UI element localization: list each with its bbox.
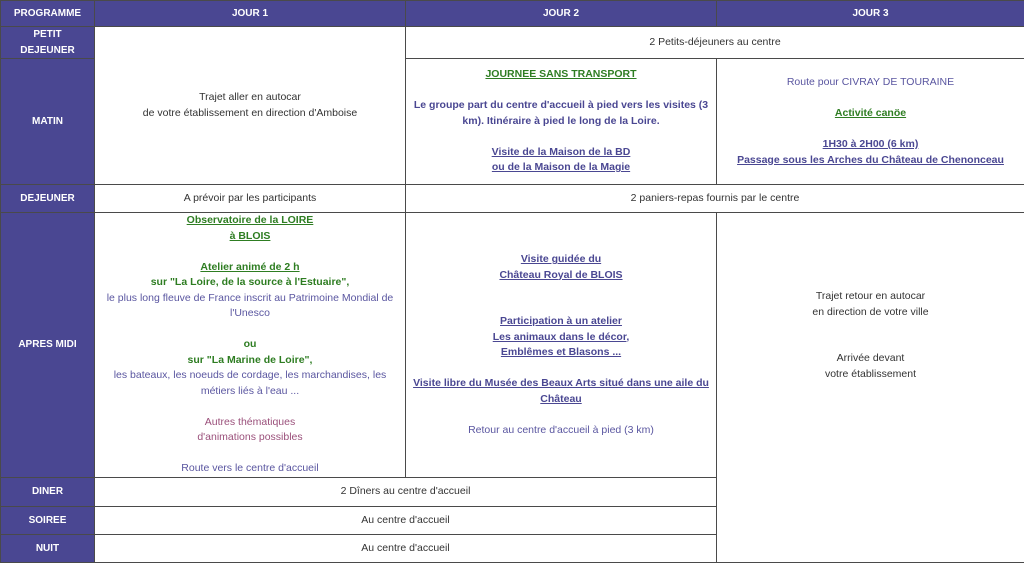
- header-jour-1: JOUR 1: [95, 1, 406, 27]
- route-centre-accueil: Route vers le centre d'accueil: [99, 461, 401, 477]
- header-row: [1, 1, 1024, 27]
- trajet-retour-line-1: Trajet retour en autocar: [721, 289, 1020, 305]
- arrivee-line-2: votre établissement: [721, 367, 1020, 383]
- trajet-retour-line-2: en direction de votre ville: [721, 305, 1020, 321]
- row-label-soiree: SOIREE: [1, 507, 95, 535]
- passage-chenonceau-link[interactable]: Passage sous les Arches du Château de Chenonceau: [721, 153, 1020, 169]
- row-label-diner: DINER: [1, 478, 95, 507]
- matin-jour1-line-1: Trajet aller en autocar: [99, 90, 401, 106]
- emblemes-blasons-link[interactable]: Emblêmes et Blasons ...: [410, 345, 712, 361]
- header-jour-2: JOUR 2: [406, 1, 717, 27]
- header-programme: PROGRAMME: [1, 1, 95, 27]
- atelier-anime-link[interactable]: Atelier animé de 2 h: [99, 260, 401, 276]
- header-jour-3: JOUR 3: [717, 1, 1024, 27]
- autres-thematiques-line-2: d'animations possibles: [99, 430, 401, 446]
- cell-jour2-apres-midi: [406, 213, 717, 478]
- duree-canoe[interactable]: 1H30 à 2H00 (6 km): [721, 137, 1020, 153]
- matin-jour1-line-2: de votre établissement en direction d'Amboise: [99, 106, 401, 122]
- visite-maison-magie-link[interactable]: ou de la Maison de la Magie: [410, 160, 712, 176]
- arrivee-line-1: Arrivée devant: [721, 351, 1020, 367]
- cell-diner-jour1-2: 2 Dîners au centre d'accueil: [95, 478, 717, 507]
- theme-marine-de-loire: sur "La Marine de Loire",: [99, 353, 401, 369]
- autres-thematiques-line-1: Autres thématiques: [99, 415, 401, 431]
- retour-centre-accueil: Retour au centre d'accueil à pied (3 km): [410, 423, 712, 439]
- theme-marine-description: les bateaux, les noeuds de cordage, les marchandises, les métiers liés à l'eau ...: [99, 368, 401, 399]
- cell-dejeuner-jour2-3: 2 paniers-repas fournis par le centre: [406, 185, 1024, 213]
- row-petit-dejeuner: [1, 27, 1024, 59]
- cell-jour1-dejeuner: A prévoir par les participants: [95, 185, 406, 213]
- journee-description: Le groupe part du centre d'accueil à pied vers les visites (3 km). Itinéraire à pied le long de la Loire.: [410, 98, 712, 129]
- visite-guidee-line-1[interactable]: Visite guidée du: [410, 252, 712, 268]
- observatoire-loire-link[interactable]: Observatoire de la LOIRE: [99, 213, 401, 229]
- activite-canoe-link[interactable]: Activité canöe: [721, 106, 1020, 122]
- row-label-nuit: NUIT: [1, 535, 95, 563]
- theme-loire-description: le plus long fleuve de France inscrit au Patrimoine Mondial de l'Unesco: [99, 291, 401, 322]
- row-label-matin: MATIN: [1, 59, 95, 185]
- visite-maison-bd-link[interactable]: Visite de la Maison de la BD: [410, 145, 712, 161]
- cell-jour3-apres-midi: [717, 213, 1024, 563]
- route-civray: Route pour CIVRAY DE TOURAINE: [721, 75, 1020, 91]
- cell-nuit-jour1-2: Au centre d'accueil: [95, 535, 717, 563]
- cell-jour1-apres-midi: [95, 213, 406, 478]
- cell-jour2-matin: [406, 59, 717, 185]
- musee-beaux-arts-link[interactable]: Visite libre du Musée des Beaux Arts situé dans une aile du Château: [410, 376, 712, 407]
- row-label-apres-midi: APRES MIDI: [1, 213, 95, 478]
- animaux-decor-link[interactable]: Les animaux dans le décor,: [410, 330, 712, 346]
- chateau-royal-blois-link[interactable]: Château Royal de BLOIS: [410, 268, 712, 284]
- cell-petit-dejeuner-jour2-3: 2 Petits-déjeuners au centre: [406, 27, 1024, 59]
- cell-jour3-matin: [717, 59, 1024, 185]
- row-label-dejeuner: DEJEUNER: [1, 185, 95, 213]
- journee-sans-transport-title: JOURNEE SANS TRANSPORT: [410, 67, 712, 83]
- cell-soiree-jour1-2: Au centre d'accueil: [95, 507, 717, 535]
- row-apres-midi: [1, 213, 1024, 478]
- row-dejeuner: [1, 185, 1024, 213]
- participation-atelier-link[interactable]: Participation à un atelier: [410, 314, 712, 330]
- theme-loire-source-estuaire: sur "La Loire, de la source à l'Estuaire",: [99, 275, 401, 291]
- ou-separator: ou: [99, 337, 401, 353]
- a-blois-link[interactable]: à BLOIS: [99, 229, 401, 245]
- cell-jour1-matin: [95, 27, 406, 185]
- row-label-petit-dejeuner: PETIT DEJEUNER: [1, 27, 95, 59]
